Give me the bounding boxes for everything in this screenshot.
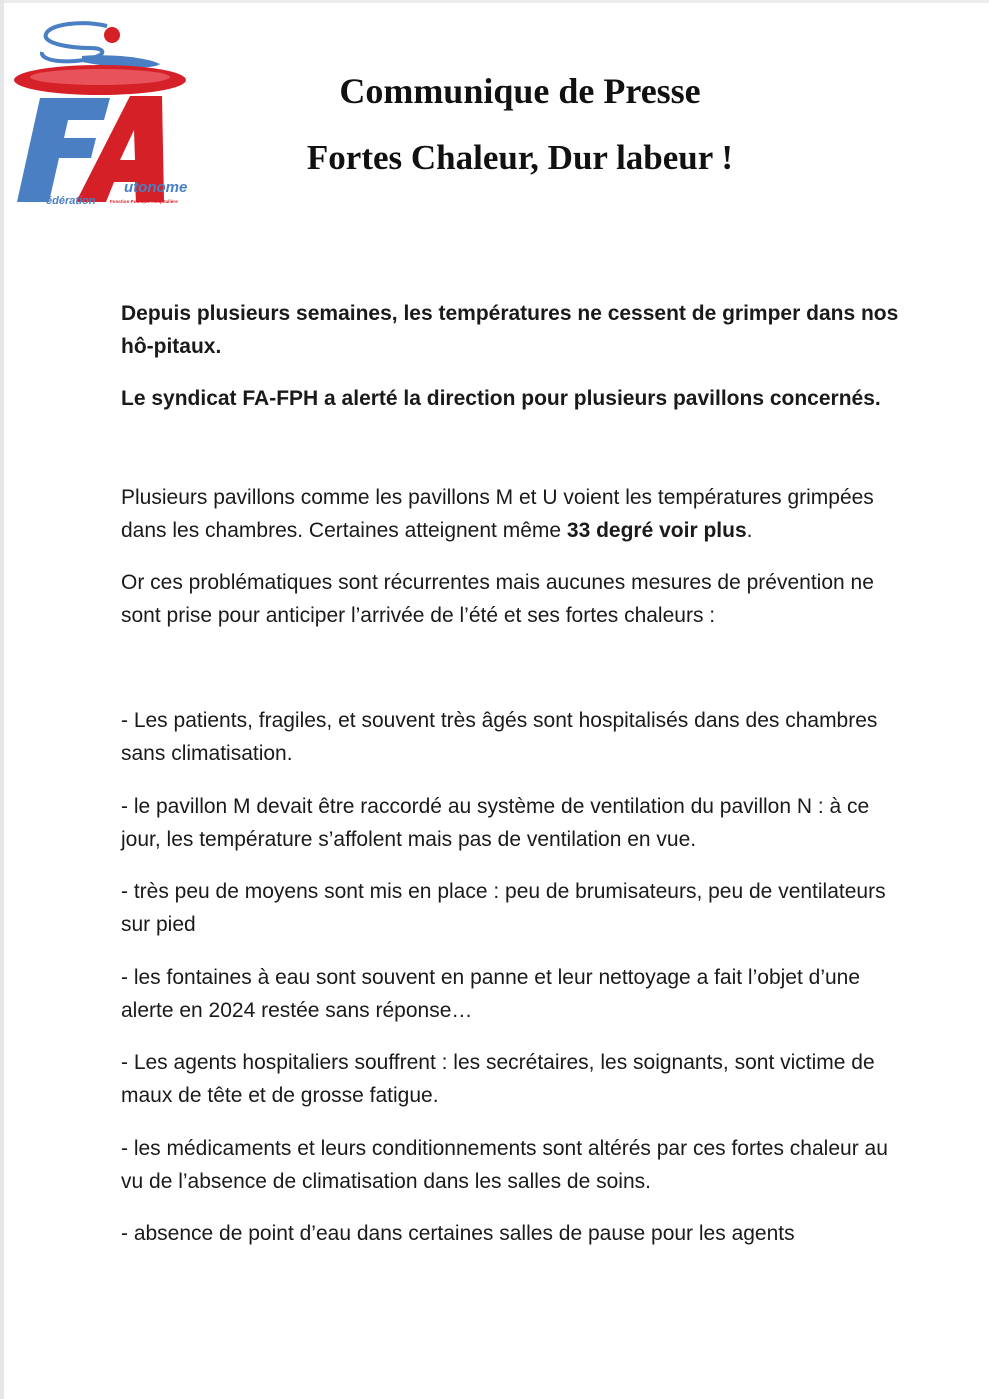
intro-paragraph-1: Depuis plusieurs semaines, les températures ne cessent de grimper dans nos hô-pitaux. (121, 302, 899, 358)
logo-text-autonome: utonome (124, 179, 188, 196)
paragraph-temperatures (121, 481, 911, 547)
temperature-highlight: 33 degré voir plus (566, 519, 747, 542)
list-item: - Les agents hospitaliers souffrent : les secrétaires, les soignants, sont victime de maux de tête et de grosse fatigue. (121, 1051, 875, 1107)
page-title: Communique de Presse (339, 71, 701, 111)
logo-head (104, 27, 120, 43)
paragraph-temperatures-text: Plusieurs pavillons comme les pavillons M et U voient les températures grimpées dans les chambres. Certaines atteignent même (121, 486, 874, 542)
list-item: - le pavillon M devait être raccordé au système de ventilation du pavillon N : à ce jour, les température s’affolent mais pas de ventilation en vue. (121, 795, 870, 851)
fa-logo (12, 18, 192, 208)
list-item: - les médicaments et leurs conditionnements sont altérés par ces fortes chaleur au vu de l’absence de climatisation dans les salles de soins. (121, 1137, 888, 1193)
intro-paragraph-2: Le syndicat FA-FPH a alerté la direction pour plusieurs pavillons concernés. (121, 387, 881, 410)
paragraph-prevention: Or ces problématiques sont récurrentes mais aucunes mesures de prévention ne sont prise pour anticiper l’arrivée de l’été et ses fortes chaleurs : (121, 571, 874, 627)
list-item: - très peu de moyens sont mis en place : peu de brumisateurs, peu de ventilateurs sur pied (121, 880, 886, 936)
list-item: - absence de point d’eau dans certaines salles de pause pour les agents (121, 1222, 795, 1245)
page-edge-left (0, 0, 4, 1399)
list-item: - les fontaines à eau sont souvent en panne et leur nettoyage a fait l’objet d’une alerte en 2024 restée sans réponse… (121, 966, 861, 1022)
paragraph-temperatures-end: . (746, 519, 753, 542)
page-subtitle: Fortes Chaleur, Dur labeur ! (306, 138, 734, 177)
logo-text-federation: édération (46, 195, 96, 207)
list-item: - Les patients, fragiles, et souvent très âgés sont hospitalisés dans des chambres sans climatisation. (121, 709, 878, 765)
page-edge-top (0, 0, 989, 3)
logo-text-tagline: Fonction Publique Hospitalière (110, 199, 178, 204)
